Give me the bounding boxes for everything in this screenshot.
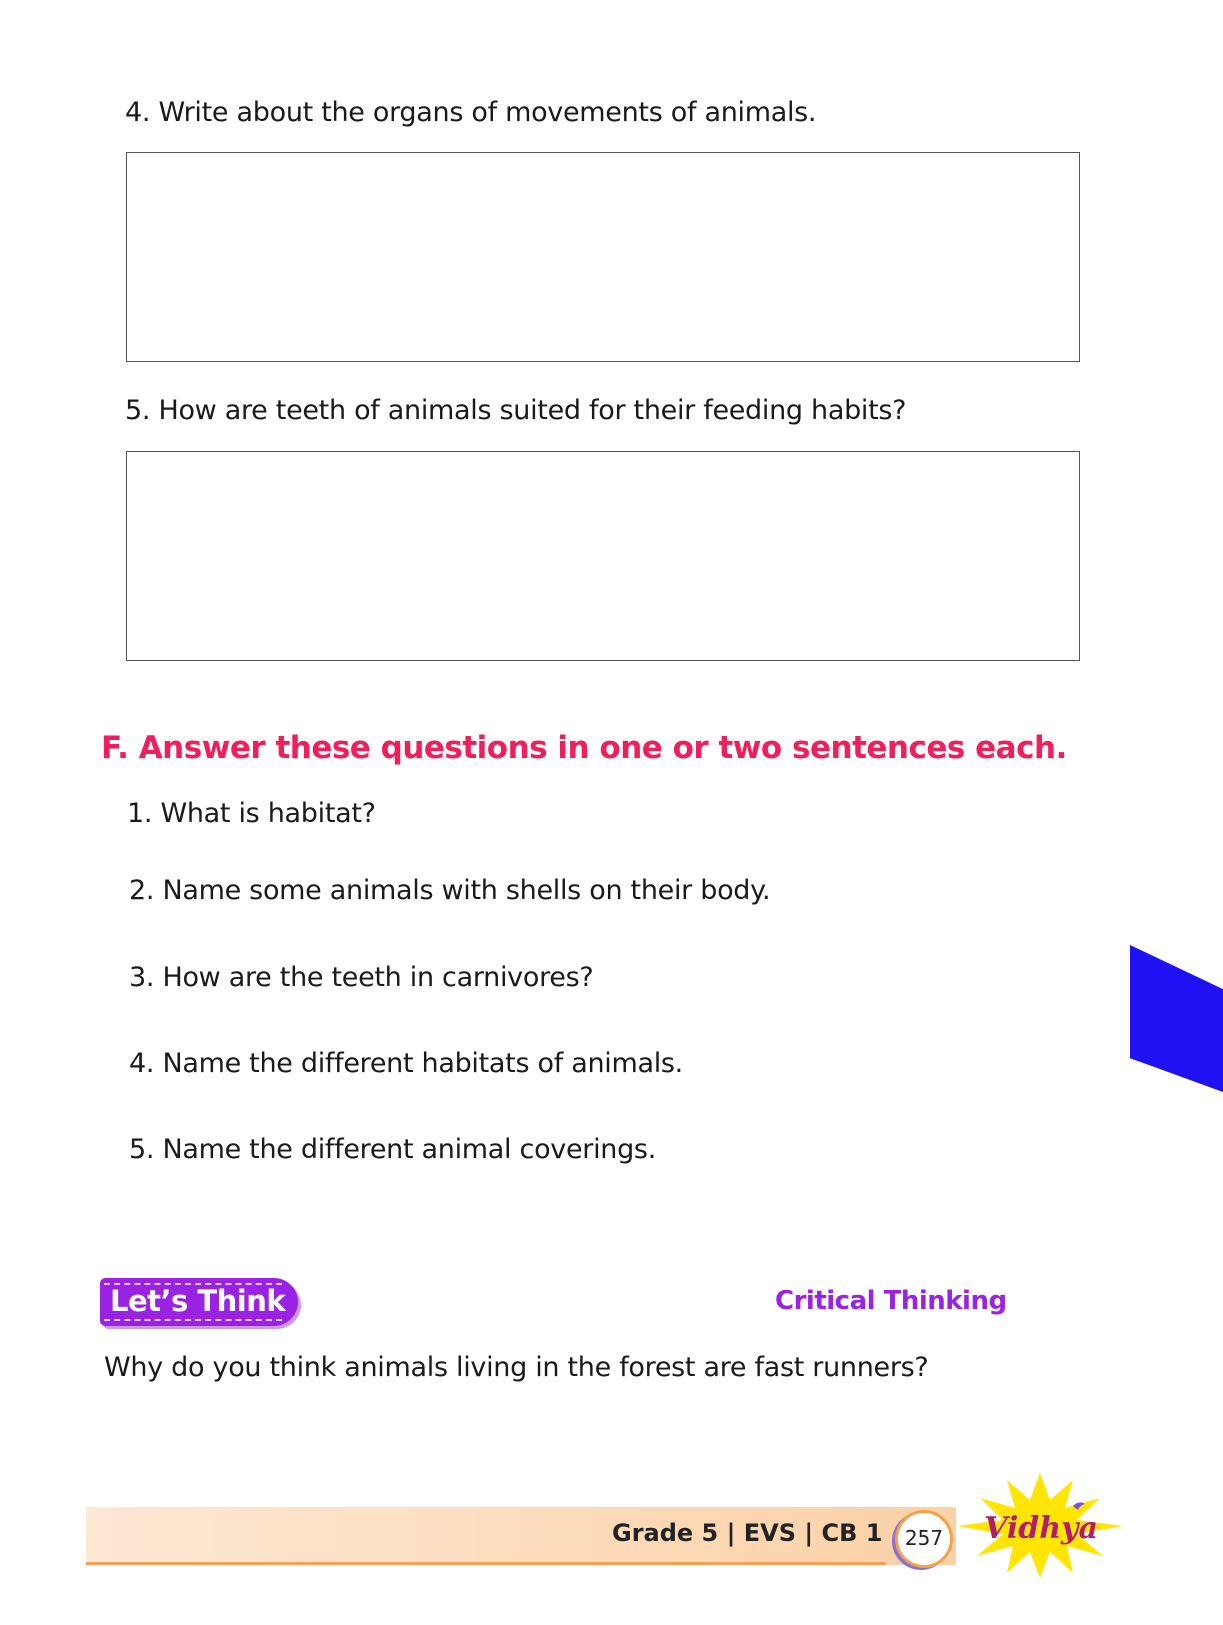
critical-thinking-tag: Critical Thinking bbox=[775, 1286, 1007, 1316]
answer-box-4[interactable] bbox=[126, 152, 1080, 362]
logo-text: Vidhya bbox=[984, 1511, 1098, 1546]
section-f-question-5: 5. Name the different animal coverings. bbox=[129, 1134, 656, 1165]
section-f-question-3: 3. How are the teeth in carnivores? bbox=[129, 962, 594, 993]
lets-think-badge bbox=[100, 1278, 298, 1326]
footer-grade-subject: Grade 5 | EVS | CB 1 bbox=[612, 1519, 883, 1547]
page-number-badge bbox=[895, 1510, 953, 1568]
lets-think-label: Let’s Think bbox=[110, 1284, 286, 1318]
section-f-question-4: 4. Name the different habitats of animals. bbox=[129, 1048, 683, 1079]
vidhya-logo bbox=[955, 1468, 1125, 1578]
lets-think-question: Why do you think animals living in the forest are fast runners? bbox=[104, 1352, 929, 1383]
question-5-teeth: 5. How are teeth of animals suited for their feeding habits? bbox=[125, 395, 907, 426]
question-4-organs: 4. Write about the organs of movements of animals. bbox=[125, 97, 817, 128]
section-f-question-1: 1. What is habitat? bbox=[127, 798, 376, 829]
chapter-side-tab bbox=[1130, 945, 1223, 1092]
footer-accent-line bbox=[86, 1562, 886, 1565]
section-f-question-2: 2. Name some animals with shells on their body. bbox=[129, 875, 771, 906]
answer-box-5[interactable] bbox=[126, 451, 1080, 661]
section-f-title: F. Answer these questions in one or two sentences each. bbox=[101, 730, 1067, 766]
page-number: 257 bbox=[904, 1526, 944, 1550]
